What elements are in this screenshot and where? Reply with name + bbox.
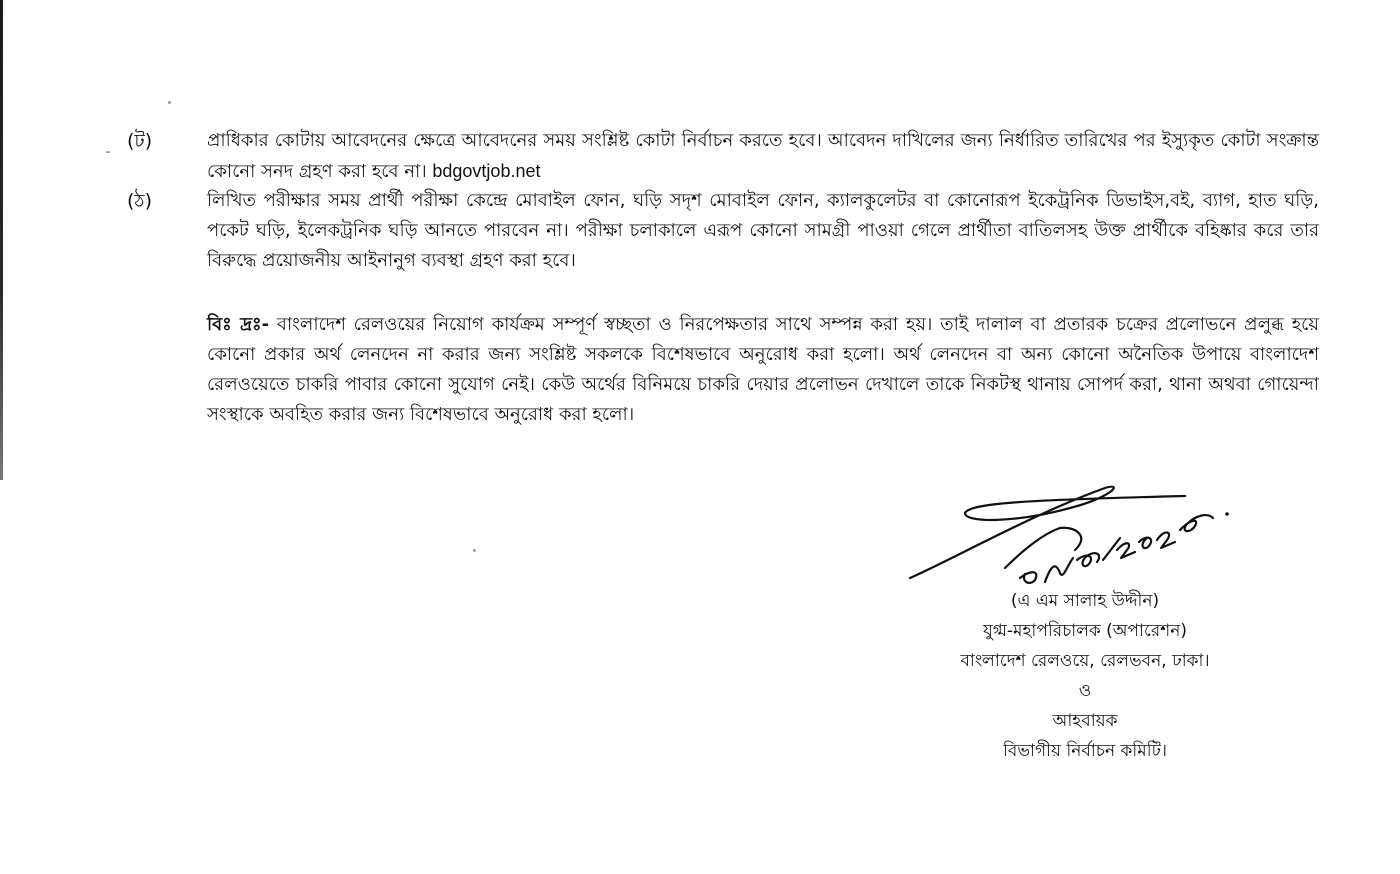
clause-text: লিখিত পরীক্ষার সময় প্রার্থী পরীক্ষা কেন্দ্রে মোবাইল ফোন, ঘড়ি সদৃশ মোবাইল ফোন, ক্যালকুলেটর বা কোনোরূপ ইকেট্রনিক ডিভাইস,বই, ব্যাগ, হাত ঘড়ি, পকেট ঘড়ি, ইলেকট্রনিক ঘড়ি আনতে পারবেন না। পরীক্ষা চলাকালে এরূপ কোনো সামগ্রী পাওয়া গেলে প্রার্থীতা বাতিলসহ উক্ত প্রার্থীকে বহিষ্কার করে তার বিরুদ্ধে প্রয়োজনীয় আইনানুগ ব্যবস্থা গ্রহণ করা হবে।	[207, 190, 1319, 271]
signature-block	[880, 586, 1290, 766]
signature-icon	[895, 478, 1245, 588]
clause-marker: (ঠ)	[127, 190, 152, 212]
signatory-office: বাংলাদেশ রেলওয়ে, রেলভবন, ঢাকা।	[960, 651, 1210, 671]
signatory-designation: যুগ্ম-মহাপরিচালক (অপারেশন)	[982, 621, 1188, 641]
signatory-role: আহবায়ক	[1052, 711, 1118, 731]
signatory-name: (এ এম সালাহ উদ্দীন)	[1010, 591, 1160, 611]
note-text: বাংলাদেশ রেলওয়ের নিয়োগ কার্যক্রম সম্পূর্ণ স্বচ্ছতা ও নিরপেক্ষতার সাথে সম্পন্ন করা হয়। তাই দালাল বা প্রতারক চক্রের প্রলোভনে প্রলুব্ধ হয়ে কোনো প্রকার অর্থ লেনদেন না করার জন্য সংশ্লিষ্ট সকলকে বিশেষভাবে অনুরোধ করা হলো। অর্থ লেনদেন বা অন্য কোনো অনৈতিক উপায়ে বাংলাদেশ রেলওয়েতে চাকরি পাবার কোনো সুযোগ নেই। কেউ অর্থের বিনিময়ে চাকরি দেয়ার প্রলোভন দেখালে তাকে নিকটস্থ থানায় সোপর্দ করা, থানা অথবা গোয়েন্দা সংস্থাকে অবহিত করার জন্য বিশেষভাবে অনুরোধ করা হলো।	[207, 314, 1319, 425]
clause-marker: (ট)	[127, 130, 153, 152]
signatory-conjunction: ও	[1078, 681, 1092, 701]
scan-edge-shadow	[0, 0, 3, 480]
note-paragraph	[207, 310, 1319, 430]
clause-body: প্রাধিকার কোটায় আবেদনের ক্ষেত্রে আবেদনের সময় সংশ্লিষ্ট কোটা নির্বাচন করতে হবে। আবেদন দাখিলের জন্য নির্ধারিত তারিখের পর ইস্যুকৃত কোটা সংক্রান্ত কোনো সনদ গ্রহণ করা হবে না।	[207, 130, 1319, 182]
signatory-committee: বিভাগীয় নির্বাচন কমিটি।	[1003, 741, 1167, 761]
watermark-link[interactable]: bdgovtjob.net	[432, 161, 541, 181]
clause-text	[207, 126, 1319, 187]
scan-speck	[473, 549, 476, 552]
note-label: বিঃ দ্রঃ-	[207, 314, 270, 335]
scan-speck	[168, 101, 171, 104]
scan-speck	[106, 151, 110, 153]
